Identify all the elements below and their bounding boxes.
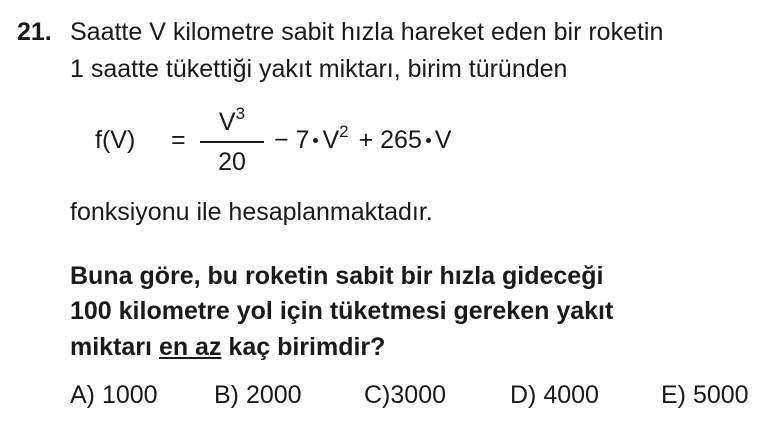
- formula-rest: [272, 122, 452, 155]
- question-number: 21.: [17, 18, 52, 46]
- prompt-underlined: en az: [158, 333, 222, 361]
- answer-options: [0, 380, 781, 410]
- after-formula-text: fonksiyonu ile hesaplanmaktadır.: [70, 198, 433, 226]
- option-letter: B): [214, 381, 239, 409]
- fraction-bar: [200, 141, 264, 143]
- term3-base: V: [434, 126, 452, 154]
- question-stem-line-1: Saatte V kilometre sabit hızla hareket eden bir roketin: [70, 18, 664, 46]
- multiply-dot: [426, 138, 431, 143]
- option-letter: D): [510, 381, 537, 409]
- option-d[interactable]: [510, 380, 599, 410]
- fraction-numerator: [200, 100, 264, 138]
- prompt-post: kaç birimdir?: [228, 333, 386, 361]
- option-value: 3000: [390, 381, 447, 409]
- option-value: 4000: [543, 381, 599, 409]
- option-value: 5000: [692, 381, 749, 409]
- formula: [95, 100, 595, 180]
- question-prompt-line-3: [70, 332, 385, 362]
- option-c[interactable]: [364, 380, 446, 410]
- question-stem-line-2: 1 saatte tükettiği yakıt miktarı, birim türünden: [70, 55, 568, 83]
- multiply-dot: [313, 138, 318, 143]
- option-letter: A): [70, 381, 95, 409]
- term2-base: V: [322, 126, 340, 154]
- option-e[interactable]: [661, 380, 749, 410]
- question-prompt-line-2: 100 kilometre yol için tüketmesi gereken yakıt: [70, 297, 614, 325]
- numerator-exponent: 3: [235, 104, 246, 123]
- term2-prefix: − 7: [274, 126, 310, 154]
- option-value: 2000: [245, 381, 302, 409]
- term2-exponent: 2: [339, 122, 349, 141]
- formula-fraction: [200, 100, 264, 179]
- prompt-pre: miktarı: [70, 333, 152, 361]
- formula-lhs: f(V): [95, 126, 136, 154]
- term3-prefix: + 265: [358, 126, 422, 154]
- question-prompt-line-1: Buna göre, bu roketin sabit bir hızla gideceği: [70, 262, 604, 290]
- option-letter: C): [364, 381, 391, 409]
- numerator-base: V: [218, 108, 236, 136]
- option-value: 1000: [101, 381, 158, 409]
- option-b[interactable]: [214, 380, 302, 410]
- fraction-denominator: 20: [218, 148, 246, 176]
- option-a[interactable]: [70, 380, 158, 410]
- formula-equals: =: [171, 126, 186, 154]
- option-letter: E): [661, 381, 686, 409]
